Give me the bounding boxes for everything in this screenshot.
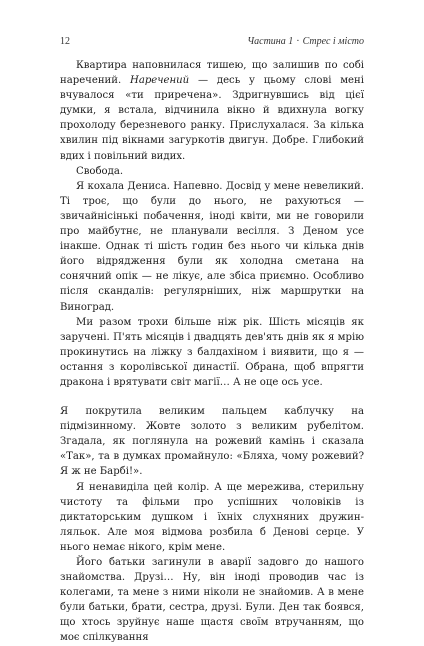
body-text [60, 58, 364, 646]
running-head [247, 36, 364, 47]
paragraph: Свобода. [76, 165, 124, 177]
paragraph: Його батьки загинули в аварії задовго до нашого знайомства. Друзі… Ну, він іноді проводив час із колегами, та мене з ними ніколи не знайомив. А в мене були батьки, брати, сестра, друзі. Були. Ден так боявся, що хтось зруйнує наше щастя своїм втручанням, що моє спілкування [60, 557, 364, 644]
paragraph: Я покрутила великим пальцем каблучку на підмізинному. Жовте золото з великим рубелітом. Згадала, як поглянула на рожевий камінь і сказала «Так», та в думках промайнуло: «Бляха, чому рожевий? Я ж не Барбі!». [60, 406, 364, 478]
section-break [60, 390, 364, 404]
emphasis-text: Наречений [130, 75, 190, 87]
paragraph: Я ненавиділа цей колір. А ще мережива, стерильну чистоту та фільми про успішних чоловіків із диктаторським душком і їхніх слухняних дружин-ляльок. Але моя відмова розбила б Денові серце. У нього немає нікого, крім мене. [60, 481, 364, 553]
paragraph: Ми разом трохи більше ніж рік. Шість місяців як заручені. П'ять місяців і двадцять дев'ять днів як я мрію прокинутись на ліжку з балдахіном і виявити, що я — остання з королівської династії. Обрана, щоб впрягти дракона і врятувати світ магії… А не оце ось усе. [60, 316, 364, 388]
page-number: 12 [60, 36, 70, 47]
running-head-separator: · [296, 36, 300, 47]
paragraph [60, 58, 364, 164]
paragraph-text: — десь у цьому слові мені вчувалося «ти приречена». Здригнувшись від цієї думки, я встала, відчинила вікно й вдихнула вогку прохолоду березневого ранку. Прислухалася. За кілька хвилин під вікнами загуркотів двигун. Добре. Глибокий вдих і повільний видих. [60, 75, 364, 162]
running-head-chapter: Стрес і місто [302, 36, 364, 47]
running-head-part: Частина 1 [247, 36, 294, 47]
paragraph: Я кохала Дениса. Напевно. Досвід у мене невеликий. Ті троє, що були до нього, не рахуються — звичайнісінькі побачення, іноді квіти, ми не говорили про майбутнє, не планували весілля. З Деном усе інакше. Однак ті шість годин без нього чи кілька днів його відрядження були як холодна сметана на сонячний опік — не лікує, але збіса приємно. Особливо після скандалів: регулярніших, ніж маршрутки на Виноград. [60, 180, 364, 313]
paragraph-text: Квартира наповнилася тишею, що залишив по собі наречений. [60, 60, 364, 87]
